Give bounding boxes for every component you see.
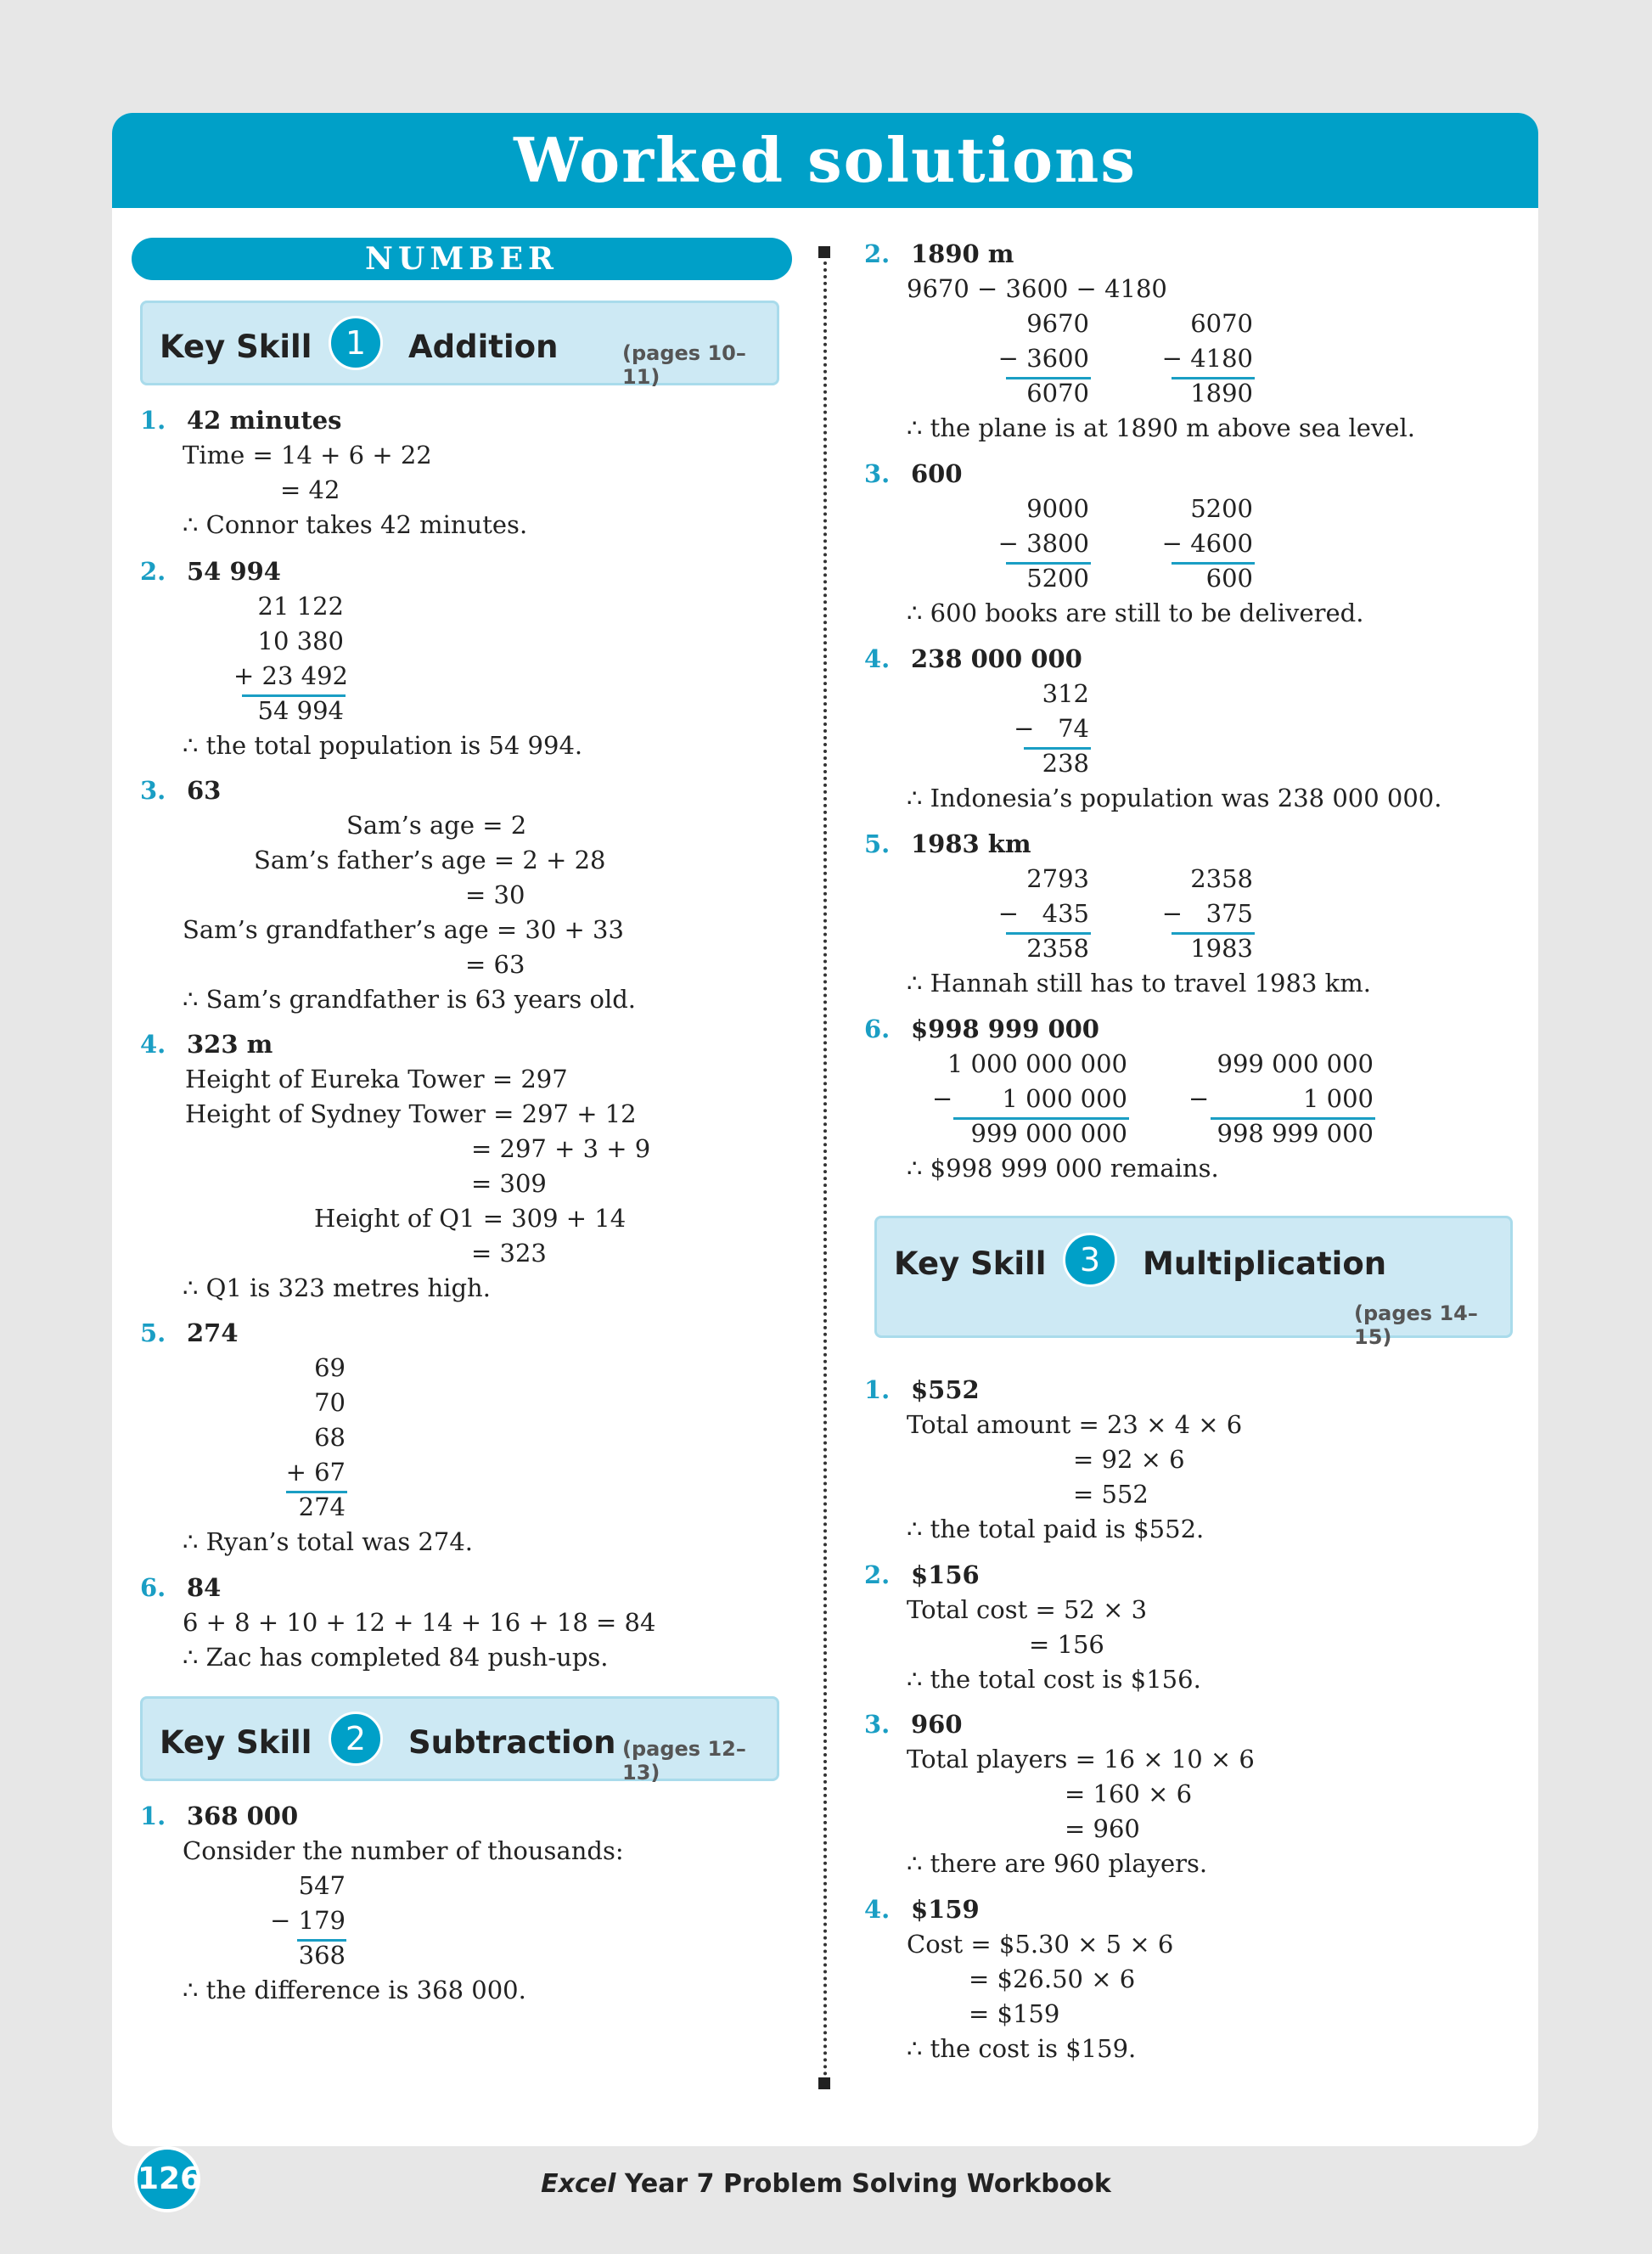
conclusion: ∴ Hannah still has to travel 1983 km. bbox=[907, 969, 1371, 998]
conclusion: ∴ the total cost is $156. bbox=[907, 1665, 1201, 1694]
conclusion: ∴ Ryan’s total was 274. bbox=[183, 1527, 473, 1556]
working-line: 1 000 000 bbox=[1002, 1084, 1127, 1113]
question-number: 2. bbox=[864, 239, 891, 268]
working-line: 9670 bbox=[1026, 309, 1089, 338]
working-total: 368 bbox=[298, 1941, 346, 1970]
question-number: 5. bbox=[140, 1318, 166, 1347]
key-skill-label: Key Skill bbox=[160, 329, 312, 365]
key-skill-name: Addition bbox=[408, 329, 559, 365]
working-line: 312 bbox=[1042, 679, 1089, 708]
conclusion: ∴ 600 books are still to be delivered. bbox=[907, 599, 1364, 627]
working-line: = 63 bbox=[465, 950, 525, 979]
question-answer: 600 bbox=[911, 459, 963, 488]
question-answer: 960 bbox=[911, 1710, 963, 1739]
working-total: 6070 bbox=[1026, 379, 1089, 408]
working-line: = 92 × 6 bbox=[1073, 1445, 1185, 1474]
key-skill-2-box bbox=[140, 1696, 779, 1785]
conclusion: ∴ Q1 is 323 metres high. bbox=[183, 1273, 491, 1302]
footer-title bbox=[0, 2169, 1652, 2199]
question-number: 3. bbox=[864, 459, 891, 488]
question-number: 3. bbox=[864, 1710, 891, 1739]
conclusion: ∴ the cost is $159. bbox=[907, 2034, 1137, 2063]
working-line: − 3600 bbox=[997, 344, 1089, 373]
question-number: 1. bbox=[864, 1375, 891, 1404]
working-line: 2793 bbox=[1026, 864, 1089, 893]
book-title: Year 7 Problem Solving Workbook bbox=[624, 2169, 1111, 2199]
question-answer: 238 000 000 bbox=[911, 644, 1082, 673]
working-total: 5200 bbox=[1026, 564, 1089, 593]
question-number: 4. bbox=[140, 1030, 166, 1059]
working-line: 999 000 000 bbox=[1217, 1049, 1374, 1078]
working-line: 1 000 000 000 bbox=[947, 1049, 1127, 1078]
key-skill-pages: (pages 14–15) bbox=[1354, 1301, 1478, 1349]
working-line: Total cost = 52 × 3 bbox=[907, 1595, 1148, 1624]
working-line: 69 bbox=[314, 1353, 346, 1382]
working-line: 10 380 bbox=[257, 627, 344, 655]
working-line: Height of Q1 = 309 + 14 bbox=[314, 1204, 627, 1233]
working-line: = 960 bbox=[1065, 1814, 1140, 1843]
key-skill-label: Key Skill bbox=[160, 1724, 312, 1761]
working-line: Time = 14 + 6 + 22 bbox=[183, 441, 432, 469]
question-number: 2. bbox=[864, 1560, 891, 1589]
working-line: 6 + 8 + 10 + 12 + 14 + 16 + 18 = 84 bbox=[183, 1608, 656, 1637]
question-answer: 368 000 bbox=[187, 1802, 299, 1830]
key-skill-1-box bbox=[140, 301, 779, 389]
conclusion: ∴ there are 960 players. bbox=[907, 1849, 1208, 1878]
conclusion: ∴ Sam’s grandfather is 63 years old. bbox=[183, 985, 637, 1014]
question-answer: 1983 km bbox=[911, 829, 1031, 858]
question-answer: $998 999 000 bbox=[911, 1015, 1099, 1043]
divider-bottom-cap bbox=[818, 2077, 830, 2089]
working-line: 21 122 bbox=[257, 592, 344, 621]
working-line: − 375 bbox=[1161, 899, 1253, 928]
working-line: = $26.50 × 6 bbox=[969, 1965, 1136, 1993]
working-line: − 3800 bbox=[997, 529, 1089, 558]
question-answer: 274 bbox=[187, 1318, 239, 1347]
key-skill-name: Subtraction bbox=[408, 1724, 616, 1761]
conclusion: ∴ the total paid is $552. bbox=[907, 1515, 1205, 1543]
working-line: 70 bbox=[314, 1388, 346, 1417]
key-skill-number: 1 bbox=[329, 316, 383, 370]
working-line: = 156 bbox=[1029, 1630, 1104, 1659]
question-answer: $159 bbox=[911, 1895, 980, 1924]
question-number: 4. bbox=[864, 644, 891, 673]
working-total: 1983 bbox=[1190, 934, 1253, 963]
key-skill-name: Multiplication bbox=[1143, 1245, 1387, 1282]
working-line: 547 bbox=[298, 1871, 346, 1900]
working-line: Cost = $5.30 × 5 × 6 bbox=[907, 1930, 1174, 1959]
key-skill-label: Key Skill bbox=[894, 1245, 1047, 1282]
working-line: = 30 bbox=[465, 880, 525, 909]
conclusion: ∴ the difference is 368 000. bbox=[183, 1976, 526, 2004]
question-answer: $552 bbox=[911, 1375, 980, 1404]
working-line: Sam’s age = 2 bbox=[346, 811, 527, 840]
key-skill-pages: (pages 12–13) bbox=[622, 1737, 746, 1785]
question-answer: 42 minutes bbox=[187, 406, 342, 435]
working-line: Total players = 16 × 10 × 6 bbox=[907, 1745, 1255, 1773]
working-line: = 297 + 3 + 9 bbox=[471, 1134, 651, 1163]
working-total: 238 bbox=[1042, 749, 1089, 778]
question-answer: 1890 m bbox=[911, 239, 1014, 268]
working-total: 2358 bbox=[1026, 934, 1089, 963]
working-line: − 435 bbox=[997, 899, 1089, 928]
working-line: − 4600 bbox=[1161, 529, 1253, 558]
conclusion: ∴ Zac has completed 84 push-ups. bbox=[183, 1643, 609, 1672]
working-line: 1 000 bbox=[1302, 1084, 1374, 1113]
working-line: Height of Sydney Tower = 297 + 12 bbox=[185, 1099, 637, 1128]
conclusion: ∴ the total population is 54 994. bbox=[183, 731, 583, 760]
working-line: Height of Eureka Tower = 297 bbox=[185, 1065, 568, 1093]
working-line: Total amount = 23 × 4 × 6 bbox=[907, 1410, 1243, 1439]
page-title: Worked solutions bbox=[112, 113, 1538, 208]
conclusion: ∴ the plane is at 1890 m above sea level. bbox=[907, 413, 1415, 442]
working-total: 999 000 000 bbox=[970, 1119, 1127, 1148]
working-line: + 67 bbox=[285, 1458, 346, 1487]
key-skill-number: 2 bbox=[329, 1712, 383, 1766]
working-line: = 160 × 6 bbox=[1065, 1779, 1193, 1808]
working-line: Sam’s grandfather’s age = 30 + 33 bbox=[183, 915, 624, 944]
key-skill-pages: (pages 10–11) bbox=[622, 341, 746, 389]
column-divider bbox=[823, 248, 827, 2084]
working-line: = 552 bbox=[1073, 1480, 1149, 1509]
working-line: = 323 bbox=[471, 1239, 547, 1268]
section-heading: NUMBER bbox=[132, 238, 792, 280]
question-answer: 63 bbox=[187, 776, 222, 805]
working-line: 9000 bbox=[1026, 494, 1089, 523]
working-line: 68 bbox=[314, 1423, 346, 1452]
working-line: 9670 − 3600 − 4180 bbox=[907, 274, 1167, 303]
question-number: 3. bbox=[140, 776, 166, 805]
working-line: = 309 bbox=[471, 1169, 547, 1198]
working-line: − 4180 bbox=[1161, 344, 1253, 373]
working-line: Consider the number of thousands: bbox=[183, 1836, 624, 1865]
working-line: − 179 bbox=[270, 1906, 346, 1935]
conclusion: ∴ Indonesia’s population was 238 000 000. bbox=[907, 784, 1442, 812]
working-line: = 42 bbox=[280, 475, 340, 504]
working-total: 274 bbox=[298, 1492, 346, 1521]
question-answer: $156 bbox=[911, 1560, 980, 1589]
working-total: 600 bbox=[1205, 564, 1253, 593]
working-line: − bbox=[932, 1084, 953, 1113]
question-number: 2. bbox=[140, 557, 166, 586]
question-answer: 323 m bbox=[187, 1030, 273, 1059]
conclusion: ∴ $998 999 000 remains. bbox=[907, 1154, 1219, 1183]
working-line: − bbox=[1188, 1084, 1210, 1113]
question-answer: 54 994 bbox=[187, 557, 281, 586]
question-number: 6. bbox=[140, 1573, 166, 1602]
working-line: + 23 492 bbox=[233, 661, 348, 690]
question-number: 6. bbox=[864, 1015, 891, 1043]
question-answer: 84 bbox=[187, 1573, 222, 1602]
working-total: 1890 bbox=[1190, 379, 1253, 408]
brand-name: Excel bbox=[541, 2169, 616, 2199]
working-total: 998 999 000 bbox=[1217, 1119, 1374, 1148]
key-skill-3-box bbox=[874, 1216, 1513, 1349]
working-line: − 74 bbox=[1014, 714, 1089, 743]
page-number: 126 bbox=[134, 2146, 200, 2212]
question-number: 4. bbox=[864, 1895, 891, 1924]
divider-top-cap bbox=[818, 246, 830, 258]
question-number: 5. bbox=[864, 829, 891, 858]
working-line: = $159 bbox=[969, 1999, 1060, 2028]
key-skill-number: 3 bbox=[1063, 1233, 1117, 1287]
question-number: 1. bbox=[140, 406, 166, 435]
conclusion: ∴ Connor takes 42 minutes. bbox=[183, 510, 528, 539]
working-total: 54 994 bbox=[257, 696, 344, 725]
working-line: 2358 bbox=[1190, 864, 1253, 893]
working-line: 6070 bbox=[1190, 309, 1253, 338]
question-number: 1. bbox=[140, 1802, 166, 1830]
working-line: 5200 bbox=[1190, 494, 1253, 523]
working-line: Sam’s father’s age = 2 + 28 bbox=[254, 846, 606, 874]
